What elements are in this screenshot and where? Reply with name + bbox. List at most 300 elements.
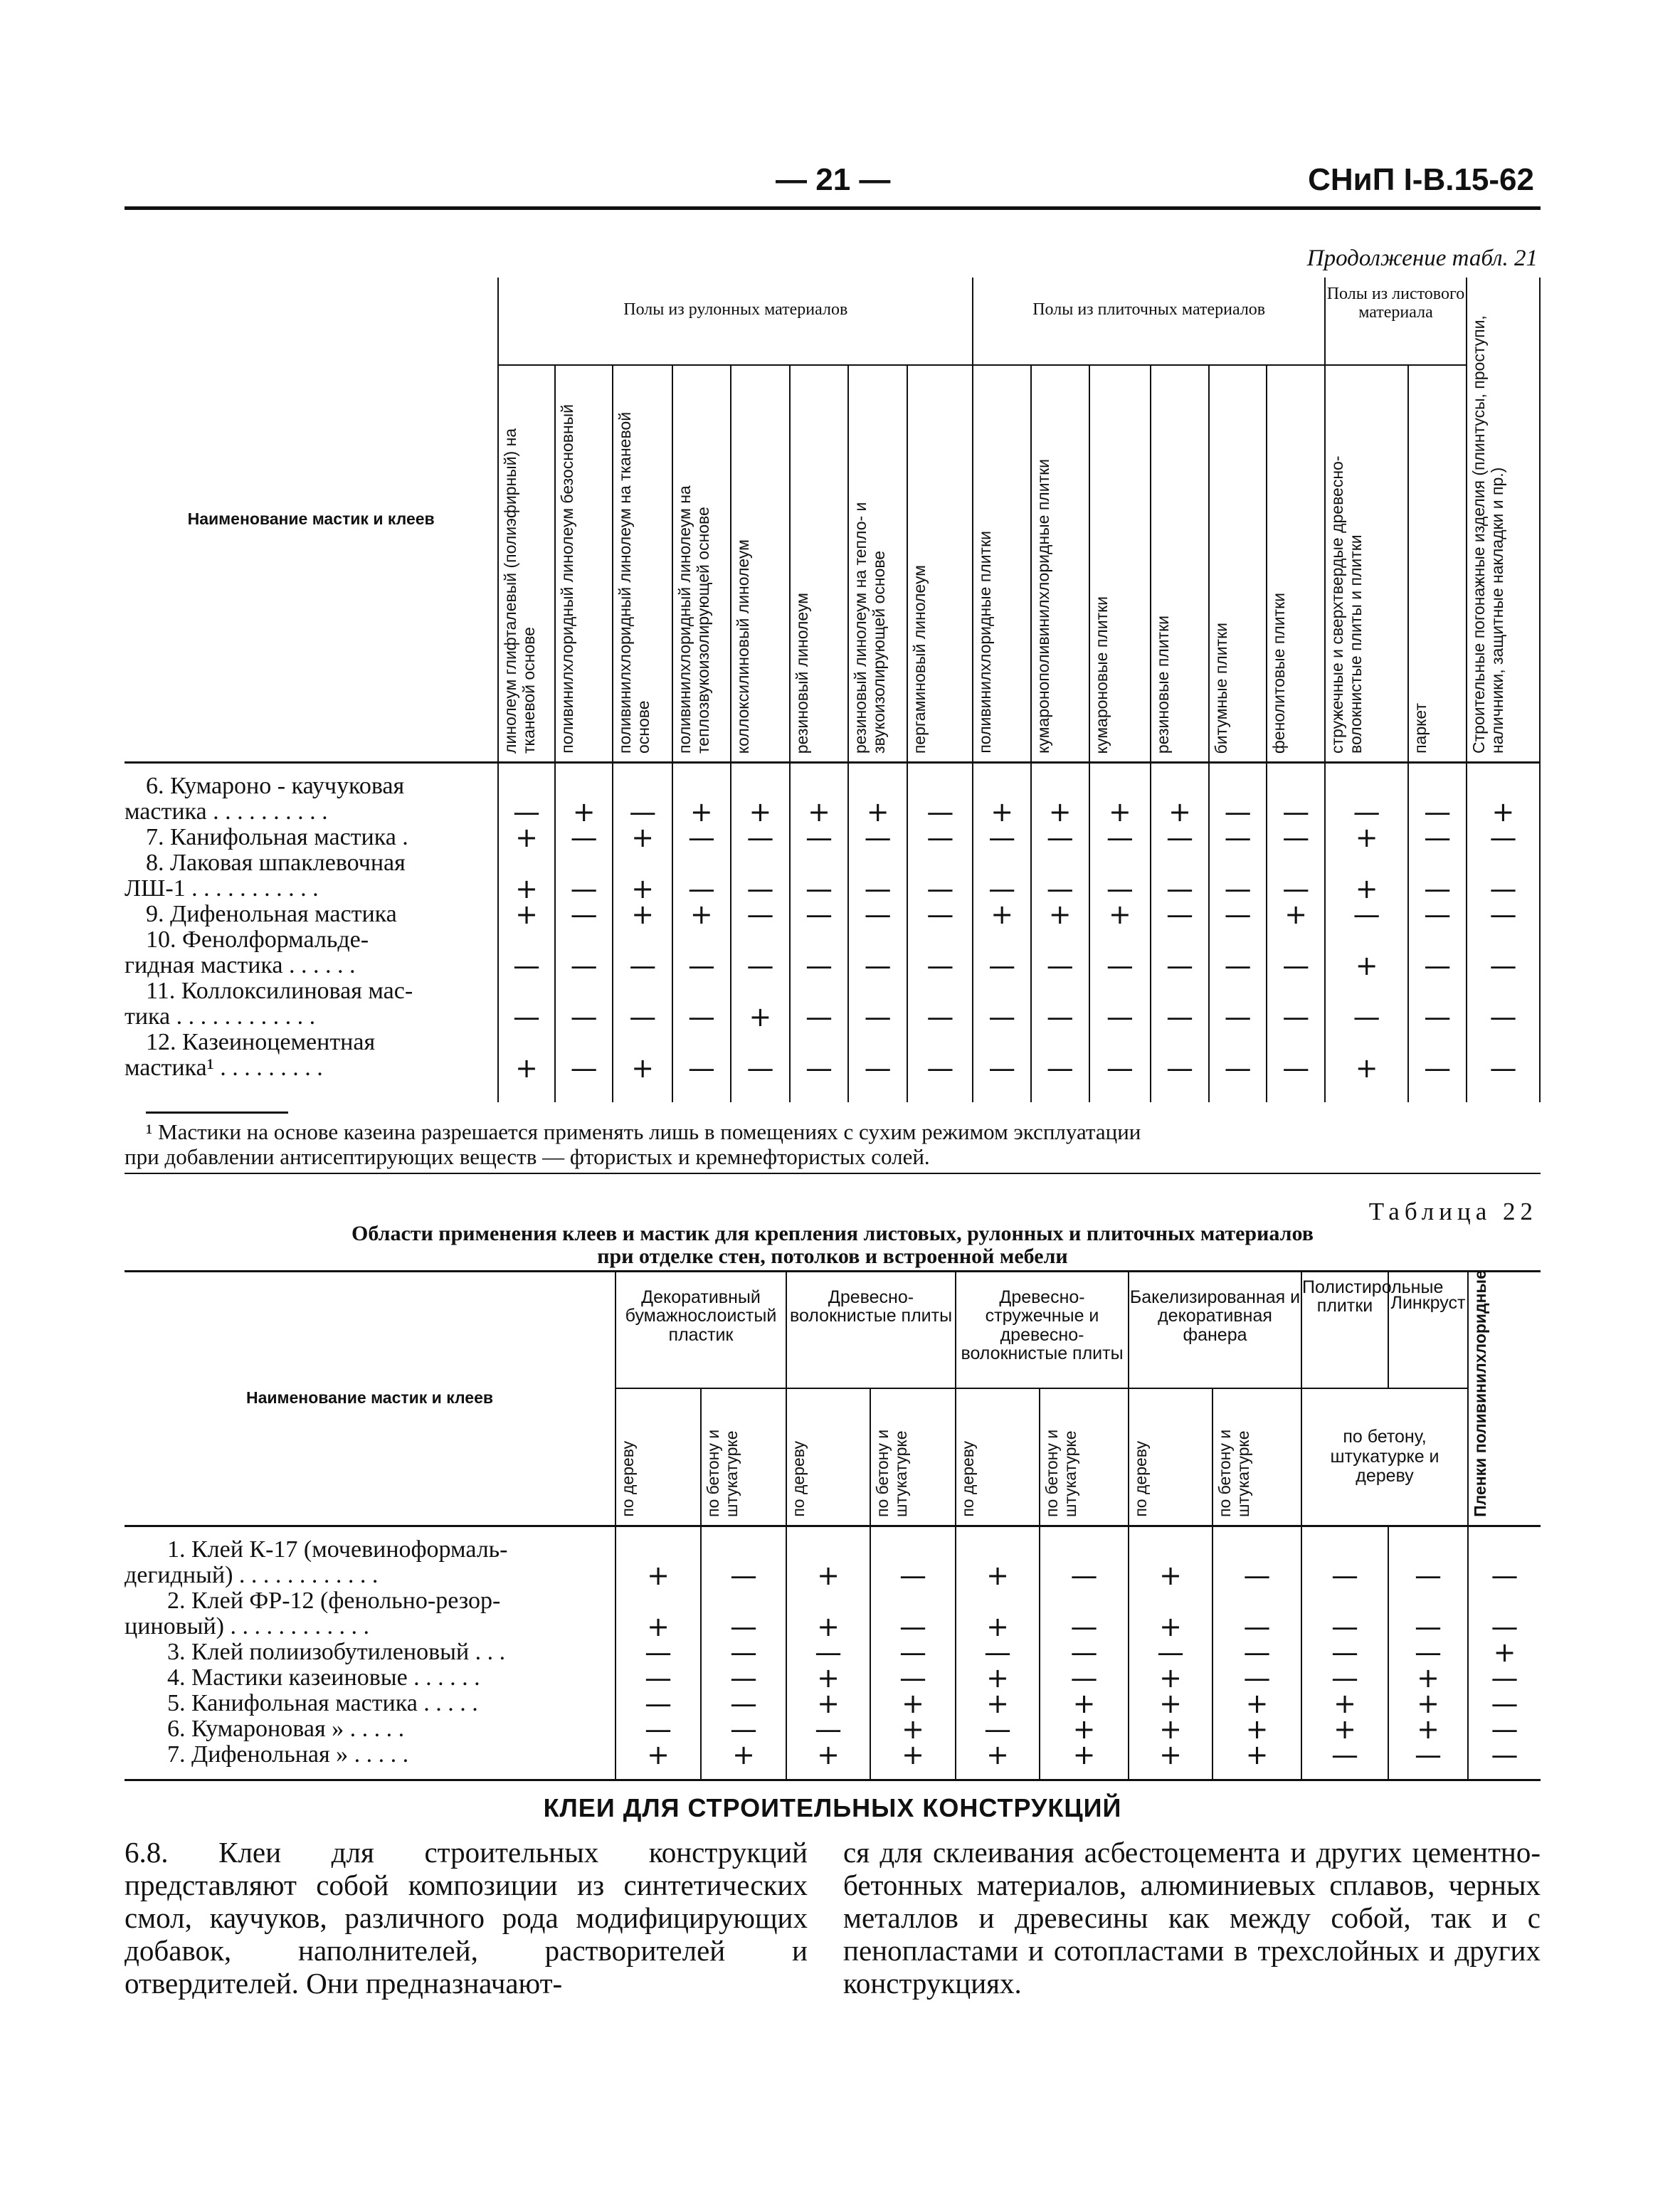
value-cell: +: [701, 1742, 786, 1768]
empty-cell: [956, 1588, 1040, 1614]
value-cell: +: [786, 1742, 870, 1768]
empty-cell: [672, 850, 731, 876]
value-cell: —: [1325, 1004, 1408, 1030]
value-cell: +: [870, 1716, 956, 1742]
empty-cell: [870, 1526, 956, 1563]
table-row: [125, 1742, 1541, 1768]
empty-cell: [672, 1081, 731, 1102]
t21-group-sheet: Полы из листового материала: [1325, 278, 1467, 365]
empty-cell: [1213, 1526, 1301, 1563]
empty-cell: [973, 978, 1031, 1004]
empty-cell: [1467, 1030, 1540, 1055]
empty-cell: [555, 763, 613, 800]
empty-cell: [701, 1526, 786, 1563]
t21-col-header: резиновые плитки: [1151, 365, 1209, 763]
value-cell: —: [786, 1716, 870, 1742]
table-continuation-label: Продолжение табл. 21: [1306, 245, 1538, 271]
t21-name-header: Наименование мастик и клеев: [125, 278, 498, 763]
table-row: [125, 1030, 1540, 1055]
value-cell: +: [1325, 953, 1408, 978]
empty-cell: [956, 1526, 1040, 1563]
value-cell: +: [973, 799, 1031, 825]
table-spacer: [125, 1081, 1540, 1102]
value-cell: —: [1467, 1055, 1540, 1081]
value-cell: —: [1468, 1742, 1541, 1768]
empty-cell: [1267, 927, 1325, 953]
value-cell: —: [1267, 1004, 1325, 1030]
empty-cell: [1467, 978, 1540, 1004]
empty-cell: [1325, 927, 1408, 953]
empty-cell: [701, 1588, 786, 1614]
value-cell: —: [616, 1716, 701, 1742]
value-cell: —: [973, 953, 1031, 978]
empty-cell: [848, 763, 908, 800]
value-cell: —: [1468, 1691, 1541, 1716]
body-text-left: 6.8. Клеи для строительных конструкций представляют собой композиции из синтетических смол, каучуков, различного рода модифицирующих добавок, наполнителей, растворителей и отвердителей. Они предназначают-: [125, 1836, 808, 2000]
table-row: [125, 1665, 1541, 1691]
value-cell: —: [1151, 1004, 1209, 1030]
empty-cell: [1301, 1588, 1388, 1614]
t22-sub-common: по бетону, штукатурке и дереву: [1301, 1388, 1468, 1526]
value-cell: —: [907, 799, 973, 825]
value-cell: —: [731, 876, 791, 902]
t22-col-pvc-film: Пленки поливинилхлоридные: [1468, 1272, 1541, 1526]
value-cell: +: [956, 1563, 1040, 1588]
empty-cell: [672, 978, 731, 1004]
value-cell: —: [672, 825, 731, 850]
empty-cell: [1089, 850, 1151, 876]
value-cell: +: [973, 902, 1031, 927]
value-cell: +: [1213, 1691, 1301, 1716]
table-row: [125, 953, 1540, 978]
value-cell: +: [731, 1004, 791, 1030]
footnote-bottom-rule: [125, 1173, 1541, 1174]
t21-col-header: резиновый линолеум на тепло- и звукоизолирующей основе: [848, 365, 908, 763]
table-row: [125, 850, 1540, 876]
value-cell: +: [1388, 1665, 1468, 1691]
t22-group-polystyrene: Полистирольные плитки: [1301, 1272, 1388, 1389]
t21-col-header: пергаминовый линолеум: [907, 365, 973, 763]
value-cell: +: [1325, 1055, 1408, 1081]
value-cell: +: [1467, 799, 1540, 825]
value-cell: —: [1031, 876, 1089, 902]
table-row: [125, 1055, 1540, 1081]
t22-sub-wood: по дереву: [1129, 1388, 1213, 1526]
value-cell: —: [1151, 825, 1209, 850]
empty-cell: [907, 763, 973, 800]
empty-cell: [616, 1526, 701, 1563]
value-cell: —: [731, 953, 791, 978]
empty-cell: [1408, 1081, 1467, 1102]
value-cell: +: [786, 1665, 870, 1691]
value-cell: —: [672, 1055, 731, 1081]
empty-cell: [498, 1081, 555, 1102]
empty-cell: [848, 1081, 908, 1102]
t21-col-header: линолеум глифталевый (полиэфирный) на тканевой основе: [498, 365, 555, 763]
body-text-right: ся для склеивания асбестоцемента и других цементно-бетонных материалов, алюминиевых сплавов, черных металлов и древесины как между собой, так и с пенопластами и сотопластами в трехслойных и других конструкциях.: [843, 1836, 1541, 2000]
value-cell: —: [1151, 876, 1209, 902]
empty-cell: [848, 927, 908, 953]
value-cell: —: [870, 1614, 956, 1640]
value-cell: +: [870, 1742, 956, 1768]
value-cell: —: [616, 1691, 701, 1716]
value-cell: —: [907, 902, 973, 927]
row-label: 7. Дифенольная » . . . . .: [167, 1741, 409, 1768]
value-cell: +: [1031, 902, 1089, 927]
empty-cell: [613, 927, 672, 953]
value-cell: —: [555, 1055, 613, 1081]
value-cell: —: [1213, 1665, 1301, 1691]
value-cell: —: [555, 902, 613, 927]
value-cell: —: [701, 1716, 786, 1742]
value-cell: +: [956, 1742, 1040, 1768]
value-cell: —: [956, 1640, 1040, 1665]
value-cell: —: [701, 1614, 786, 1640]
value-cell: —: [907, 953, 973, 978]
empty-cell: [613, 763, 672, 800]
table-row: [125, 1640, 1541, 1665]
value-cell: —: [1089, 825, 1151, 850]
t22-name-header: Наименование мастик и клеев: [125, 1272, 616, 1526]
value-cell: —: [1209, 876, 1267, 902]
empty-cell: [907, 850, 973, 876]
empty-cell: [1388, 1526, 1468, 1563]
value-cell: —: [848, 876, 908, 902]
footnote-rule: [146, 1112, 288, 1114]
value-cell: —: [1267, 1055, 1325, 1081]
empty-cell: [790, 978, 848, 1004]
t21-group-tile: Полы из плиточных материалов: [973, 278, 1325, 365]
value-cell: +: [498, 1055, 555, 1081]
value-cell: —: [1468, 1614, 1541, 1640]
value-cell: —: [1467, 825, 1540, 850]
empty-cell: [1151, 1030, 1209, 1055]
value-cell: +: [1040, 1742, 1129, 1768]
value-cell: +: [1301, 1691, 1388, 1716]
value-cell: —: [1408, 1055, 1467, 1081]
t22-sub-concrete: по бетону и штукатурке: [1040, 1388, 1129, 1526]
row-label: гидная мастика . . . . . .: [125, 952, 356, 978]
empty-cell: [555, 927, 613, 953]
value-cell: +: [870, 1691, 956, 1716]
value-cell: —: [1151, 1055, 1209, 1081]
empty-cell: [1408, 978, 1467, 1004]
value-cell: —: [1031, 1004, 1089, 1030]
empty-cell: [616, 1588, 701, 1614]
empty-cell: [555, 978, 613, 1004]
value-cell: —: [1151, 902, 1209, 927]
empty-cell: [848, 850, 908, 876]
empty-cell: [848, 978, 908, 1004]
value-cell: —: [1325, 902, 1408, 927]
value-cell: +: [613, 825, 672, 850]
value-cell: —: [1209, 902, 1267, 927]
value-cell: +: [731, 799, 791, 825]
footnote-text: ¹ Мастики на основе казеина разрешается применять лишь в помещениях с сухим режимом эксплуатации: [146, 1119, 1141, 1144]
value-cell: —: [973, 1055, 1031, 1081]
value-cell: —: [555, 953, 613, 978]
value-cell: —: [907, 1004, 973, 1030]
value-cell: +: [498, 902, 555, 927]
row-label: ЛШ-1 . . . . . . . . . . .: [125, 875, 319, 902]
empty-cell: [973, 850, 1031, 876]
empty-cell: [1213, 1588, 1301, 1614]
value-cell: —: [1213, 1563, 1301, 1588]
empty-cell: [1325, 850, 1408, 876]
row-label: 2. Клей ФР-12 (фенольно-резор-: [167, 1588, 501, 1614]
t21-col-header: кумаронополивинилхлоридные плитки: [1031, 365, 1089, 763]
value-cell: —: [1089, 1004, 1151, 1030]
value-cell: +: [1388, 1716, 1468, 1742]
value-cell: —: [956, 1716, 1040, 1742]
row-label: 8. Лаковая шпаклевочная: [146, 850, 406, 876]
value-cell: +: [672, 902, 731, 927]
t21-group-rolled: Полы из рулонных материалов: [498, 278, 973, 365]
empty-cell: [1468, 1588, 1541, 1614]
row-label: 9. Дифенольная мастика: [146, 901, 397, 927]
empty-cell: [1467, 1081, 1540, 1102]
value-cell: —: [1301, 1563, 1388, 1588]
value-cell: +: [616, 1614, 701, 1640]
t22-sub-concrete: по бетону и штукатурке: [701, 1388, 786, 1526]
value-cell: —: [701, 1691, 786, 1716]
t21-col-header: кумароновые плитки: [1089, 365, 1151, 763]
value-cell: +: [1468, 1640, 1541, 1665]
empty-cell: [1089, 1081, 1151, 1102]
value-cell: +: [555, 799, 613, 825]
value-cell: —: [1408, 876, 1467, 902]
value-cell: —: [1388, 1742, 1468, 1768]
value-cell: —: [672, 876, 731, 902]
empty-cell: [790, 927, 848, 953]
row-label: 5. Канифольная мастика . . . . .: [167, 1690, 478, 1716]
value-cell: —: [1040, 1640, 1129, 1665]
t22-sub-concrete: по бетону и штукатурке: [1213, 1388, 1301, 1526]
empty-cell: [1267, 763, 1325, 800]
empty-cell: [731, 763, 791, 800]
table-row: [125, 1716, 1541, 1742]
value-cell: —: [870, 1563, 956, 1588]
value-cell: —: [1089, 876, 1151, 902]
empty-cell: [1301, 1526, 1388, 1563]
empty-cell: [1040, 1588, 1129, 1614]
value-cell: —: [555, 1004, 613, 1030]
value-cell: —: [731, 902, 791, 927]
value-cell: +: [1151, 799, 1209, 825]
table-22-title: Области применения клеев и мастик для крепления листовых, рулонных и плиточных материалов при отделке стен, потолков и встроенной мебели: [352, 1222, 1314, 1268]
value-cell: —: [1468, 1716, 1541, 1742]
empty-cell: [613, 850, 672, 876]
value-cell: —: [870, 1665, 956, 1691]
empty-cell: [1129, 1588, 1213, 1614]
value-cell: —: [1468, 1563, 1541, 1588]
value-cell: +: [1031, 799, 1089, 825]
t21-col-header: битумные плитки: [1209, 365, 1267, 763]
value-cell: —: [973, 876, 1031, 902]
row-label: 4. Мастики казеиновые . . . . . .: [167, 1664, 480, 1691]
value-cell: —: [790, 953, 848, 978]
value-cell: —: [790, 825, 848, 850]
value-cell: —: [1408, 799, 1467, 825]
empty-cell: [1467, 763, 1540, 800]
value-cell: —: [1467, 1004, 1540, 1030]
empty-cell: [498, 763, 555, 800]
empty-cell: [790, 763, 848, 800]
value-cell: —: [1301, 1614, 1388, 1640]
t22-sub-wood: по дереву: [786, 1388, 870, 1526]
value-cell: —: [1209, 799, 1267, 825]
value-cell: —: [1267, 799, 1325, 825]
empty-cell: [672, 763, 731, 800]
t21-col-header: поливинилхлоридные плитки: [973, 365, 1031, 763]
empty-cell: [555, 1030, 613, 1055]
value-cell: —: [672, 1004, 731, 1030]
table-row: [125, 825, 1540, 850]
empty-cell: [1089, 1030, 1151, 1055]
value-cell: +: [1129, 1665, 1213, 1691]
footnote-text-line2: при добавлении антисептирующих веществ — фтористых и кремнефтористых солей.: [125, 1144, 930, 1169]
empty-cell: [1325, 978, 1408, 1004]
value-cell: —: [973, 1004, 1031, 1030]
table-row: [125, 1563, 1541, 1588]
empty-cell: [1267, 850, 1325, 876]
empty-cell: [973, 927, 1031, 953]
empty-cell: [1267, 1081, 1325, 1102]
value-cell: —: [701, 1640, 786, 1665]
value-cell: +: [786, 1691, 870, 1716]
row-label: 6. Кумароно - каучуковая: [146, 773, 405, 799]
value-cell: —: [1031, 1055, 1089, 1081]
value-cell: —: [1267, 825, 1325, 850]
value-cell: —: [616, 1640, 701, 1665]
value-cell: —: [1267, 953, 1325, 978]
empty-cell: [1325, 1081, 1408, 1102]
empty-cell: [731, 1081, 791, 1102]
empty-cell: [1467, 927, 1540, 953]
empty-cell: [1209, 1081, 1267, 1102]
empty-cell: [1267, 978, 1325, 1004]
empty-cell: [1151, 763, 1209, 800]
row-label: 11. Коллоксилиновая мас-: [146, 978, 413, 1004]
empty-cell: [1031, 927, 1089, 953]
value-cell: —: [1408, 953, 1467, 978]
value-cell: +: [1213, 1716, 1301, 1742]
t21-col-header: паркет: [1408, 365, 1467, 763]
empty-cell: [1209, 763, 1267, 800]
value-cell: +: [1089, 902, 1151, 927]
t22-group-plastic: Декоративный бумажнослоистый пластик: [616, 1272, 786, 1389]
row-label: циновый) . . . . . . . . . . . .: [125, 1613, 370, 1640]
value-cell: +: [786, 1563, 870, 1588]
value-cell: +: [790, 799, 848, 825]
value-cell: +: [1388, 1691, 1468, 1716]
value-cell: —: [1388, 1563, 1468, 1588]
table-row: [125, 1691, 1541, 1716]
empty-cell: [790, 1081, 848, 1102]
empty-cell: [731, 1030, 791, 1055]
value-cell: —: [790, 1004, 848, 1030]
value-cell: —: [1388, 1614, 1468, 1640]
empty-cell: [1089, 763, 1151, 800]
t21-col-header: поливинилхлоридный линолеум безосновный: [555, 365, 613, 763]
empty-cell: [1267, 1030, 1325, 1055]
empty-cell: [1209, 978, 1267, 1004]
table-row: [125, 763, 1540, 800]
section-title: КЛЕИ ДЛЯ СТРОИТЕЛЬНЫХ КОНСТРУКЦИЙ: [543, 1793, 1122, 1822]
empty-cell: [613, 1030, 672, 1055]
t21-col-header: поливинилхлоридный линолеум на теплозвукоизолирующей основе: [672, 365, 731, 763]
table-row: [125, 1588, 1541, 1614]
row-label: 12. Казеиноцементная: [146, 1029, 376, 1055]
empty-cell: [1209, 1030, 1267, 1055]
empty-cell: [613, 978, 672, 1004]
empty-cell: [1408, 1030, 1467, 1055]
value-cell: —: [848, 1004, 908, 1030]
empty-cell: [973, 1081, 1031, 1102]
table-row: [125, 1004, 1540, 1030]
value-cell: —: [907, 1055, 973, 1081]
empty-cell: [1408, 927, 1467, 953]
table-21: [125, 278, 1541, 1102]
value-cell: +: [613, 902, 672, 927]
value-cell: +: [613, 876, 672, 902]
value-cell: —: [1301, 1665, 1388, 1691]
empty-cell: [1031, 850, 1089, 876]
value-cell: —: [731, 1055, 791, 1081]
value-cell: +: [956, 1665, 1040, 1691]
row-label: тика . . . . . . . . . . . .: [125, 1003, 316, 1030]
value-cell: —: [555, 825, 613, 850]
empty-cell: [731, 978, 791, 1004]
value-cell: —: [613, 1004, 672, 1030]
value-cell: +: [1213, 1742, 1301, 1768]
empty-cell: [1031, 1030, 1089, 1055]
value-cell: —: [1209, 1055, 1267, 1081]
value-cell: —: [1408, 825, 1467, 850]
value-cell: —: [555, 876, 613, 902]
t22-sub-wood: по дереву: [956, 1388, 1040, 1526]
value-cell: —: [1467, 953, 1540, 978]
empty-cell: [907, 1030, 973, 1055]
value-cell: —: [848, 953, 908, 978]
value-cell: —: [786, 1640, 870, 1665]
table-row: [125, 978, 1540, 1004]
value-cell: —: [1040, 1563, 1129, 1588]
empty-cell: [555, 850, 613, 876]
empty-cell: [498, 927, 555, 953]
value-cell: —: [1325, 799, 1408, 825]
value-cell: +: [672, 799, 731, 825]
empty-cell: [1151, 850, 1209, 876]
row-label: 1. Клей К-17 (мочевиноформаль-: [167, 1536, 508, 1563]
empty-cell: [790, 850, 848, 876]
value-cell: +: [616, 1563, 701, 1588]
document-code: СНиП I-В.15-62: [1308, 162, 1534, 197]
value-cell: —: [1408, 902, 1467, 927]
empty-cell: [848, 1030, 908, 1055]
empty-cell: [1408, 763, 1467, 800]
empty-cell: [498, 978, 555, 1004]
empty-cell: [1151, 927, 1209, 953]
empty-cell: [1325, 763, 1408, 800]
row-label: мастика . . . . . . . . . .: [125, 798, 328, 825]
value-cell: +: [1129, 1691, 1213, 1716]
empty-cell: [125, 1768, 616, 1780]
value-cell: +: [1089, 799, 1151, 825]
empty-cell: [498, 850, 555, 876]
empty-cell: [907, 978, 973, 1004]
value-cell: —: [1209, 825, 1267, 850]
